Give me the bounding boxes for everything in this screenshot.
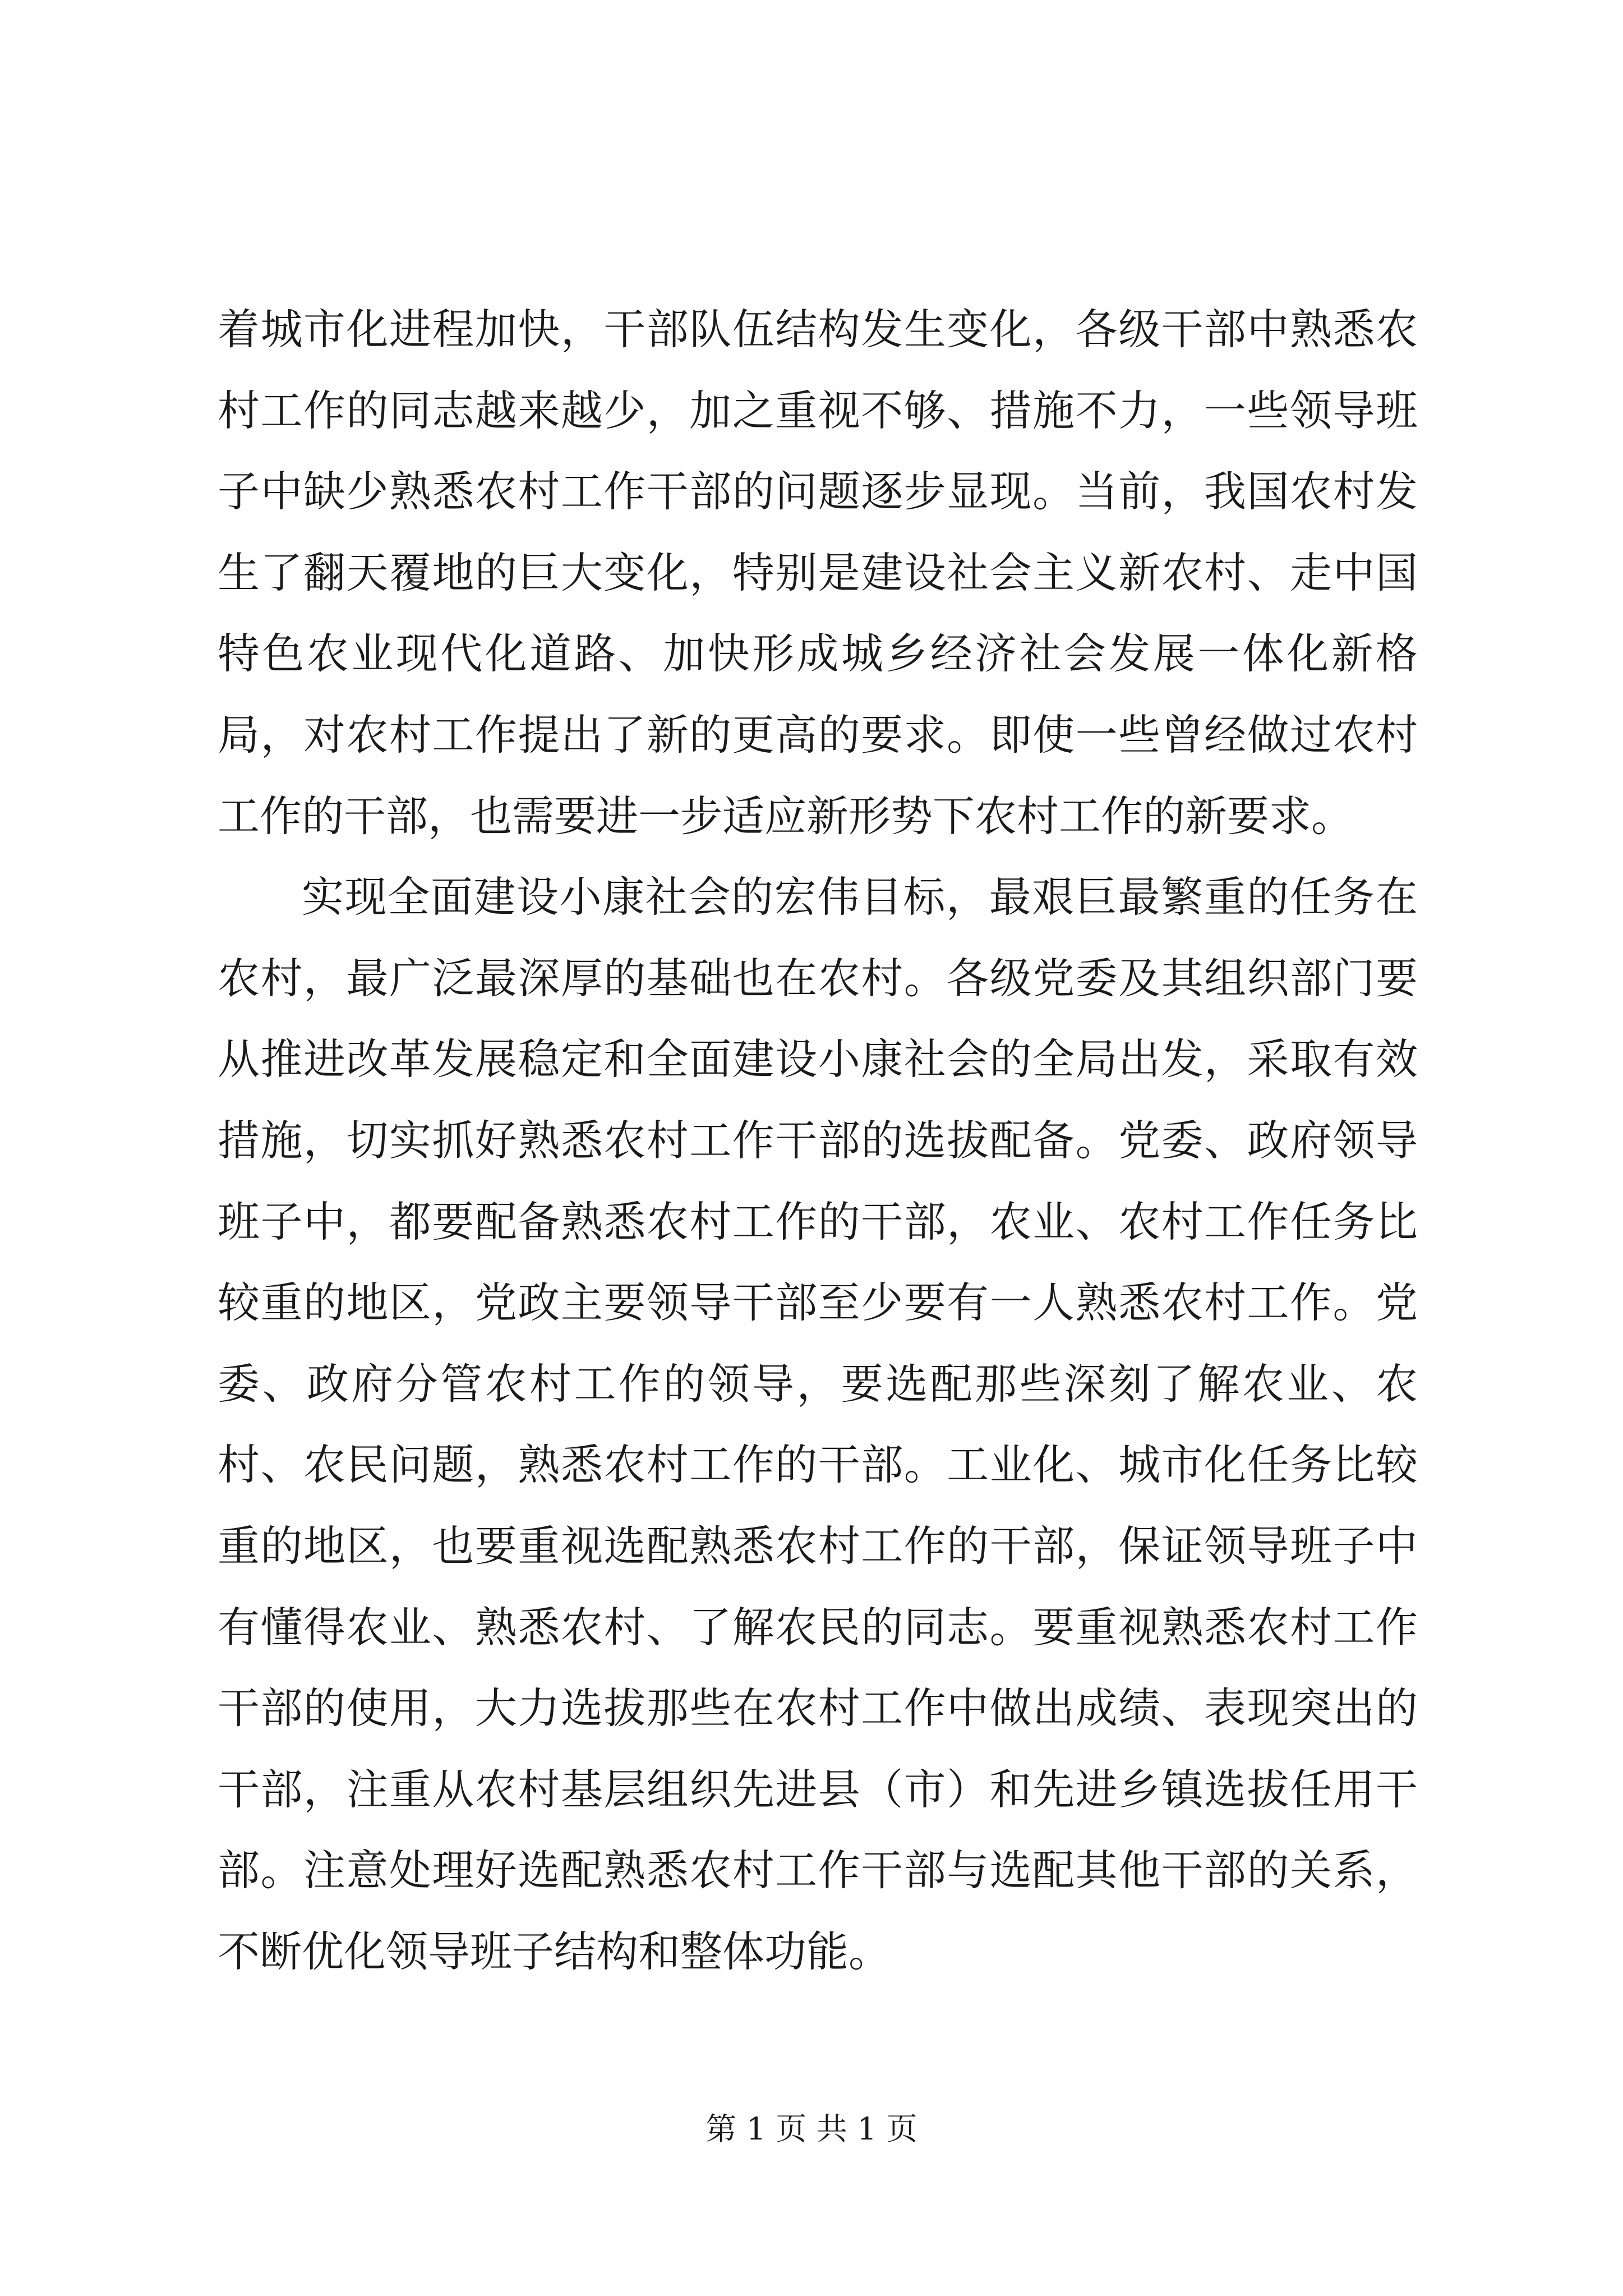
document-body xyxy=(218,289,1418,1992)
page-footer: 第 1 页 共 1 页 xyxy=(706,2111,917,2147)
paragraph-2: 实现全面建设小康社会的宏伟目标，最艰巨最繁重的任务在农村，最广泛最深厚的基础也在农村。各级党委及其组织部门要从推进改革发展稳定和全面建设小康社会的全局出发，采取有效措施，切实抓好熟悉农村工作干部的选拔配备。党委、政府领导班子中，都要配备熟悉农村工作的干部，农业、农村工作任务比较重的地区，党政主要领导干部至少要有一人熟悉农村工作。党委、政府分管农村工作的领导，要选配那些深刻了解农业、农村、农民问题，熟悉农村工作的干部。工业化、城市化任务比较重的地区，也要重视选配熟悉农村工作的干部，保证领导班子中有懂得农业、熟悉农村、了解农民的同志。要重视熟悉农村工作干部的使用，大力选拔那些在农村工作中做出成绩、表现突出的干部，注重从农村基层组织先进县（市）和先进乡镇选拔任用干部。注意处理好选配熟悉农村工作干部与选配其他干部的关系，不断优化领导班子结构和整体功能。 xyxy=(218,872,1418,1976)
paragraph-1: 着城市化进程加快，干部队伍结构发生变化，各级干部中熟悉农村工作的同志越来越少，加之重视不够、措施不力，一些领导班子中缺少熟悉农村工作干部的问题逐步显现。当前，我国农村发生了翻天覆地的巨大变化，特别是建设社会主义新农村、走中国特色农业现代化道路、加快形成城乡经济社会发展一体化新格局，对农村工作提出了新的更高的要求。即使一些曾经做过农村工作的干部，也需要进一步适应新形势下农村工作的新要求。 xyxy=(218,305,1418,841)
